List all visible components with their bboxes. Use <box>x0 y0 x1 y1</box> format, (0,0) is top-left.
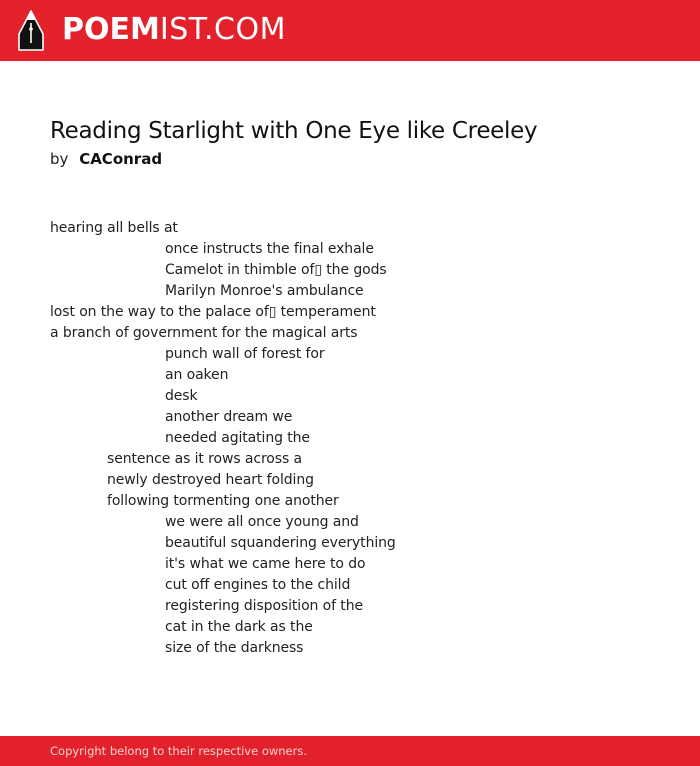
poem-line: hearing all bells at <box>50 220 178 236</box>
site-logo-link[interactable] <box>17 0 286 61</box>
poem-line: cut off engines to the child <box>165 577 351 593</box>
poem-line: a branch of government for the magical arts <box>50 325 358 341</box>
poem-line: Camelot in thimble of▯ the gods <box>165 262 387 278</box>
poem-line: lost on the way to the palace of▯ temperament <box>50 304 376 320</box>
poem-line: size of the darkness <box>165 640 304 656</box>
by-label: by <box>50 150 69 168</box>
poem-line: another dream we <box>165 409 293 425</box>
poem-line: desk <box>165 388 198 404</box>
poem-line: newly destroyed heart folding <box>107 472 314 488</box>
pencil-icon <box>17 10 45 52</box>
poem-line: we were all once young and <box>165 514 359 530</box>
poem-line: an oaken <box>165 367 229 383</box>
logo-bold-text: POEM <box>62 11 160 47</box>
poem-line: beautiful squandering everything <box>165 535 396 551</box>
byline <box>50 149 670 169</box>
poem-body <box>50 218 670 659</box>
author-link[interactable]: CAConrad <box>79 150 163 168</box>
poem-line: once instructs the final exhale <box>165 241 374 257</box>
poem-line: it's what we came here to do <box>165 556 366 572</box>
site-logo-text <box>62 11 286 47</box>
poem-header <box>50 116 670 169</box>
poem-line: sentence as it rows across a <box>107 451 302 467</box>
footer <box>0 736 700 766</box>
poem-line: following tormenting one another <box>107 493 339 509</box>
top-bar <box>0 0 700 61</box>
poem-line: cat in the dark as the <box>165 619 313 635</box>
poem-line: Marilyn Monroe's ambulance <box>165 283 364 299</box>
poem-line: punch wall of forest for <box>165 346 325 362</box>
poem-line: registering disposition of the <box>165 598 363 614</box>
poem-line: needed agitating the <box>165 430 310 446</box>
poem-title: Reading Starlight with One Eye like Creeley <box>50 118 538 144</box>
copyright-text: Copyright belong to their respective owners. <box>50 744 308 758</box>
logo-light-text: IST.COM <box>159 11 286 47</box>
